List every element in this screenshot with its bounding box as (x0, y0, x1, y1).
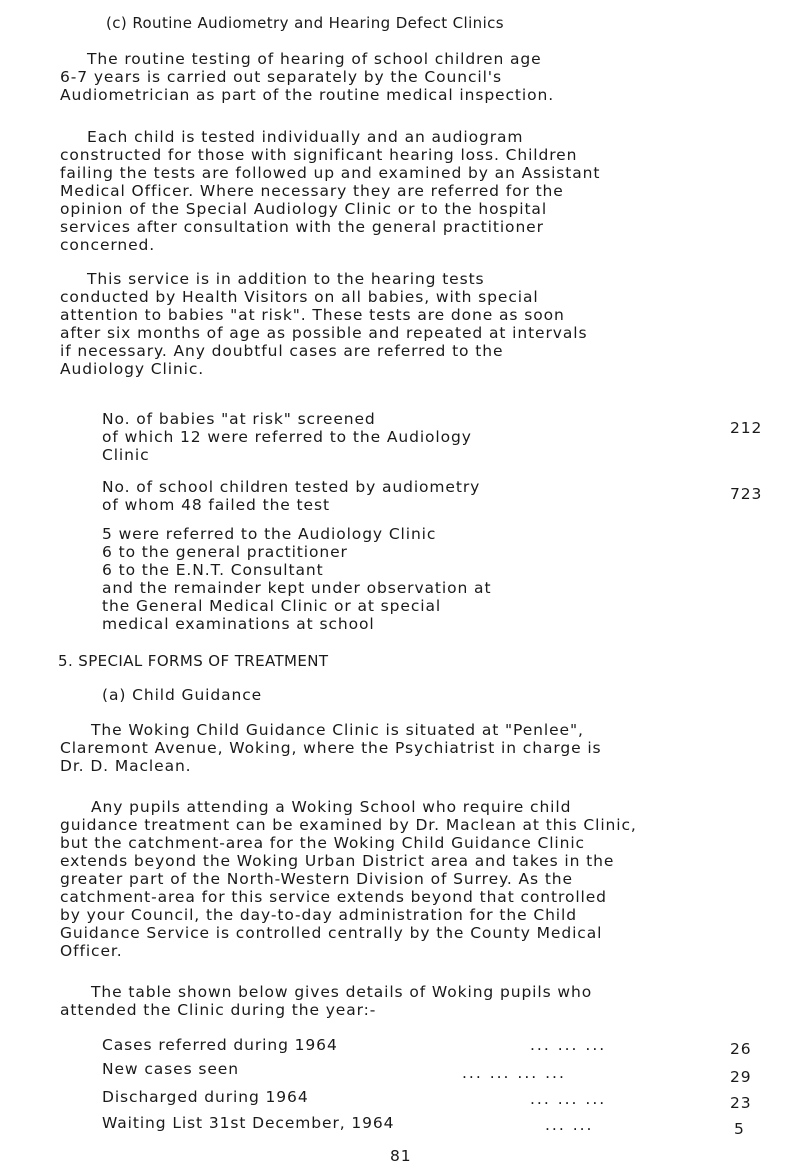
section-c-para2-line: services after consultation with the general practitioner (60, 218, 544, 236)
stats-outcome-line: 6 to the general practitioner (102, 543, 348, 561)
table-row-value: 26 (730, 1040, 752, 1058)
stats-outcome-line: 6 to the E.N.T. Consultant (102, 561, 324, 579)
stats-outcome-line: and the remainder kept under observation at (102, 579, 492, 597)
section-c-para2-line: constructed for those with significant hearing loss. Children (60, 146, 578, 164)
section-5-para2-line: Guidance Service is controlled centrally by the County Medical (60, 924, 603, 942)
section-5-para1-line: The Woking Child Guidance Clinic is situated at "Penlee", (91, 721, 584, 739)
section-5-para2-line: catchment-area for this service extends beyond that controlled (60, 888, 607, 906)
section-c-para2-line: concerned. (60, 236, 156, 254)
table-row-dots: ... ... ... (530, 1090, 607, 1108)
table-row-label: Cases referred during 1964 (102, 1036, 338, 1054)
section-5-para3-line: attended the Clinic during the year:- (60, 1001, 377, 1019)
table-row-value: 23 (730, 1094, 752, 1112)
table-row-label: Discharged during 1964 (102, 1088, 309, 1106)
section-c-para3-line: Audiology Clinic. (60, 360, 205, 378)
section-5-para2-line: extends beyond the Woking Urban District area and takes in the (60, 852, 615, 870)
stats-school-value: 723 (730, 485, 763, 503)
section-c-para3-line: after six months of age as possible and repeated at intervals (60, 324, 588, 342)
section-5-para1-line: Dr. D. Maclean. (60, 757, 192, 775)
section-c-para2-line: failing the tests are followed up and examined by an Assistant (60, 164, 601, 182)
table-row-dots: ... ... ... (530, 1036, 607, 1054)
section-5-para2-line: but the catchment-area for the Woking Child Guidance Clinic (60, 834, 585, 852)
table-row-label: Waiting List 31st December, 1964 (102, 1114, 395, 1132)
table-row-value: 29 (730, 1068, 752, 1086)
section-c-para2-line: opinion of the Special Audiology Clinic or to the hospital (60, 200, 548, 218)
section-5-para2-line: Officer. (60, 942, 123, 960)
section-5-para2-line: greater part of the North-Western Division of Surrey. As the (60, 870, 573, 888)
table-row-label: New cases seen (102, 1060, 239, 1078)
section-5-para2-line: Any pupils attending a Woking School who require child (91, 798, 572, 816)
stats-school-line: of whom 48 failed the test (102, 496, 330, 514)
stats-outcome-line: the General Medical Clinic or at special (102, 597, 442, 615)
section-c-para3-line: if necessary. Any doubtful cases are referred to the (60, 342, 504, 360)
section-c-heading: (c) Routine Audiometry and Hearing Defect Clinics (106, 14, 505, 32)
section-5-subheading: (a) Child Guidance (102, 686, 263, 704)
section-c-para2-line: Each child is tested individually and an audiogram (87, 128, 524, 146)
section-c-para3-line: attention to babies "at risk". These tests are done as soon (60, 306, 565, 324)
section-5-para2-line: by your Council, the day-to-day administration for the Child (60, 906, 577, 924)
stats-outcome-line: medical examinations at school (102, 615, 375, 633)
section-c-para1-line: 6-7 years is carried out separately by the Council's (60, 68, 502, 86)
section-c-para2-line: Medical Officer. Where necessary they are referred for the (60, 182, 564, 200)
table-row-value: 5 (734, 1120, 745, 1138)
section-c-para3-line: This service is in addition to the hearing tests (87, 270, 485, 288)
table-row-dots: ... ... ... ... (462, 1064, 566, 1082)
stats-babies-line: Clinic (102, 446, 150, 464)
stats-babies-line: of which 12 were referred to the Audiology (102, 428, 472, 446)
section-c-para3-line: conducted by Health Visitors on all babies, with special (60, 288, 539, 306)
stats-babies-value: 212 (730, 419, 763, 437)
section-c-para1-line: The routine testing of hearing of school children age (87, 50, 542, 68)
page-number: 81 (390, 1147, 412, 1165)
stats-outcome-line: 5 were referred to the Audiology Clinic (102, 525, 437, 543)
stats-school-line: No. of school children tested by audiometry (102, 478, 481, 496)
section-5-para2-line: guidance treatment can be examined by Dr. Maclean at this Clinic, (60, 816, 637, 834)
stats-babies-line: No. of babies "at risk" screened (102, 410, 376, 428)
section-c-para1-line: Audiometrician as part of the routine medical inspection. (60, 86, 555, 104)
table-row-dots: ... ... (545, 1116, 594, 1134)
section-5-para1-line: Claremont Avenue, Woking, where the Psychiatrist in charge is (60, 739, 602, 757)
section-5-heading: 5. SPECIAL FORMS OF TREATMENT (58, 652, 329, 670)
section-5-para3-line: The table shown below gives details of Woking pupils who (91, 983, 593, 1001)
